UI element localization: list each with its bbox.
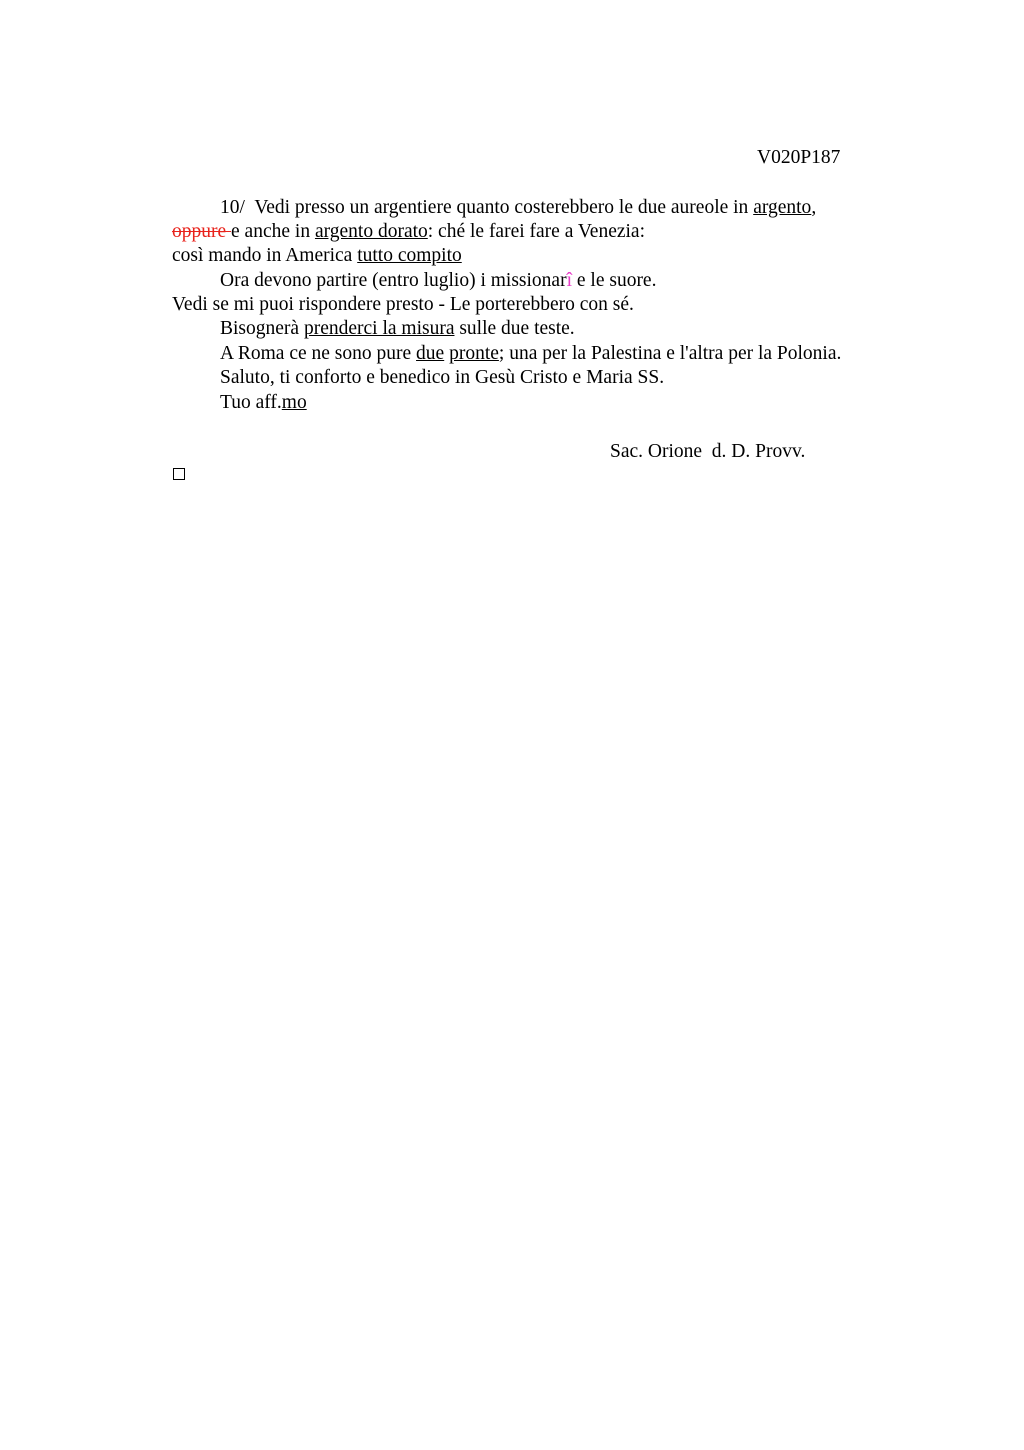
underlined-superscript-abbrev: mo bbox=[281, 392, 307, 413]
signature: Sac. Orione d. D. Provv. bbox=[610, 441, 806, 462]
text-line-1 bbox=[220, 196, 816, 220]
underlined-phrase: tutto compito bbox=[357, 245, 462, 266]
text-segment: 10/ Vedi presso un argentiere quanto costerebbero le due aureole in bbox=[220, 197, 754, 218]
text-segment: Saluto, ti conforto e benedico in Gesù Cristo e Maria SS. bbox=[220, 367, 665, 388]
text-line-3 bbox=[172, 244, 462, 268]
text-segment: Ora devono partire (entro luglio) i missionar bbox=[220, 270, 567, 291]
text-segment: Bisognerà bbox=[220, 318, 304, 339]
text-line-9 bbox=[220, 391, 307, 415]
text-line-2 bbox=[172, 220, 645, 244]
underlined-word: due bbox=[416, 343, 445, 364]
text-line-8 bbox=[220, 366, 664, 390]
text-segment: ; una per la Palestina e l'altra per la Polonia. bbox=[498, 343, 842, 364]
text-segment: , bbox=[811, 197, 817, 218]
marked-character: î bbox=[566, 270, 572, 291]
text-line-4 bbox=[220, 269, 656, 293]
underlined-word: argento bbox=[753, 197, 812, 218]
text-line-7 bbox=[220, 342, 841, 366]
text-line-6 bbox=[220, 317, 575, 341]
empty-square-icon bbox=[173, 468, 185, 480]
underlined-phrase: argento dorato bbox=[314, 221, 428, 242]
text-segment: così mando in America bbox=[172, 245, 358, 266]
text-segment: e anche in bbox=[231, 221, 315, 242]
text-segment: Vedi se mi puoi rispondere presto - Le porterebbero con sé. bbox=[172, 294, 634, 315]
underlined-word: pronte bbox=[449, 343, 499, 364]
deleted-word: oppure bbox=[172, 221, 232, 242]
text-segment: : ché le farei fare a Venezia: bbox=[427, 221, 646, 242]
underlined-phrase: prenderci la misura bbox=[303, 318, 455, 339]
text-segment: sulle due teste. bbox=[454, 318, 575, 339]
text-segment: A Roma ce ne sono pure bbox=[220, 343, 417, 364]
document-reference: V020P187 bbox=[757, 147, 841, 168]
text-segment: e le suore. bbox=[572, 270, 657, 291]
text-segment: Tuo aff. bbox=[220, 392, 282, 413]
text-line-5 bbox=[172, 293, 634, 317]
